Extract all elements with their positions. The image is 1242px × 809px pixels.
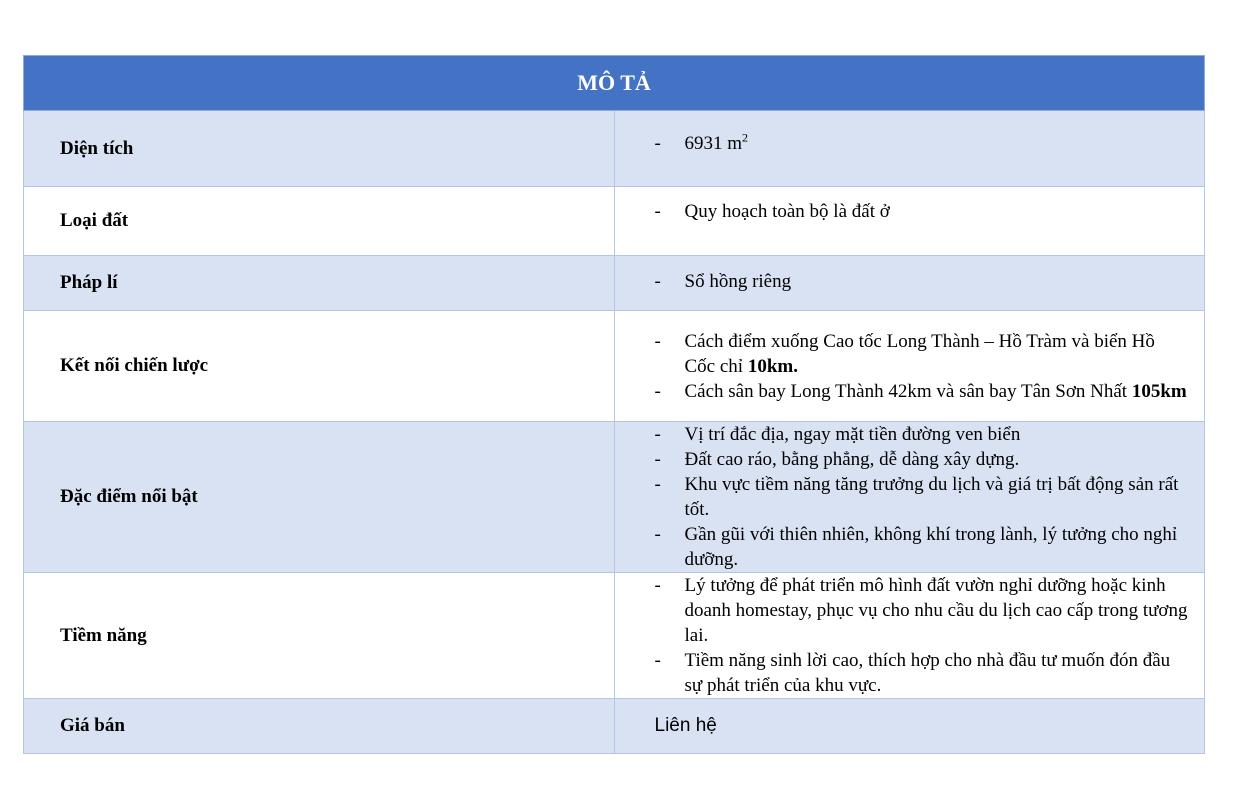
connection-distance: 10km.: [747, 355, 798, 377]
row-value-price: Liên hệ: [614, 699, 1205, 754]
row-label-area: Diện tích: [24, 111, 615, 187]
list-item: - Vị trí đắc địa, ngay mặt tiền đường ven biển: [655, 422, 1189, 447]
land-type-list: [655, 199, 1189, 224]
table-row-legal: [24, 256, 1205, 311]
area-unit-superscript: 2: [742, 130, 749, 145]
row-value-land-type: [614, 187, 1205, 256]
connection-text: Cách sân bay Long Thành 42km và sân bay Tân Sơn Nhất: [684, 380, 1132, 402]
row-label-land-type: Loại đất: [24, 187, 615, 256]
list-item: - Sổ hồng riêng: [655, 269, 1189, 294]
row-value-area: [614, 111, 1205, 187]
row-value-strategic-connection: [614, 311, 1205, 422]
table-row-price: [24, 699, 1205, 754]
table-row-strategic-connection: [24, 311, 1205, 422]
row-value-highlights: [614, 422, 1205, 573]
connection-distance: 105km: [1131, 380, 1187, 402]
table-row-area: [24, 111, 1205, 187]
row-label-price: Giá bán: [24, 699, 615, 754]
list-item: - Đất cao ráo, bằng phẳng, dễ dàng xây dựng.: [655, 447, 1189, 472]
legal-list: [655, 269, 1189, 294]
area-value: 6931 m: [684, 133, 743, 154]
row-value-potential: [614, 573, 1205, 699]
list-item: - Tiềm năng sinh lời cao, thích hợp cho nhà đầu tư muốn đón đầu sự phát triển của khu vực.: [655, 648, 1189, 698]
list-item: - Khu vực tiềm năng tăng trưởng du lịch và giá trị bất động sản rất tốt.: [655, 472, 1189, 522]
table-row-potential: [24, 573, 1205, 699]
row-label-potential: Tiềm năng: [24, 573, 615, 699]
list-item: - Lý tưởng để phát triển mô hình đất vườn nghỉ dưỡng hoặc kinh doanh homestay, phục vụ cho nhu cầu du lịch cao cấp trong tương lai.: [655, 573, 1189, 648]
table-title: MÔ TẢ: [24, 56, 1205, 111]
strategic-connection-list: [655, 329, 1189, 404]
description-table-container: [23, 55, 1205, 754]
list-item: [655, 379, 1189, 404]
area-list: [655, 131, 1189, 156]
list-item: [655, 329, 1189, 379]
list-item: - Quy hoạch toàn bộ là đất ở: [655, 199, 1189, 224]
row-value-legal: [614, 256, 1205, 311]
list-item: [655, 131, 1189, 156]
row-label-strategic-connection: Kết nối chiến lược: [24, 311, 615, 422]
highlights-list: [655, 422, 1189, 572]
row-label-legal: Pháp lí: [24, 256, 615, 311]
description-table: [23, 55, 1205, 754]
table-row-highlights: [24, 422, 1205, 573]
connection-text: Cách điểm xuống Cao tốc Long Thành – Hồ Tràm và biển Hồ Cốc chỉ: [684, 330, 1155, 377]
table-row-land-type: [24, 187, 1205, 256]
potential-list: [655, 573, 1189, 698]
list-item: - Gần gũi với thiên nhiên, không khí trong lành, lý tưởng cho nghỉ dưỡng.: [655, 522, 1189, 572]
row-label-highlights: Đặc điểm nổi bật: [24, 422, 615, 573]
